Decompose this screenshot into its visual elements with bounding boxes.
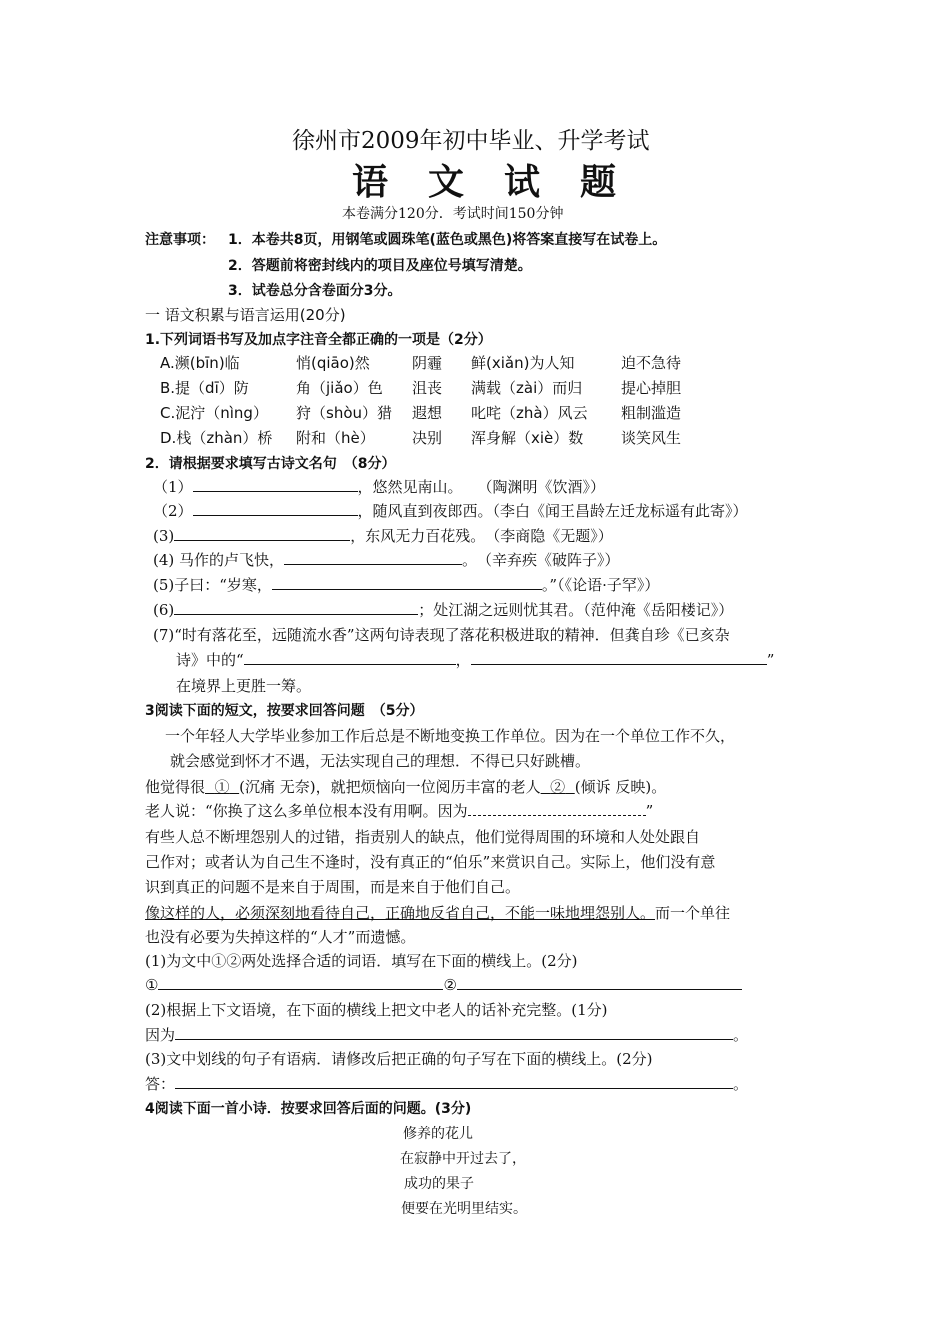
- q1-option-c-c3: 遐想: [412, 404, 443, 422]
- q1-option-b-c1: B.提（dī）防: [160, 379, 249, 397]
- q2-answer-blank-7a[interactable]: [244, 650, 456, 665]
- q3-mark-1: ①: [214, 778, 230, 796]
- q3-s1-mark-1: ①: [145, 976, 159, 994]
- note-item-3: 3．试卷总分含卷面分3分。: [228, 283, 402, 299]
- poem-line-1: 修养的花儿: [403, 1126, 473, 1142]
- q2-line-6: [153, 599, 733, 620]
- q3-paragraph-4c: 识到真正的问题不是来自于周围，而是来自于他们自己。: [145, 878, 521, 896]
- q3-sub-2-answer: [145, 1024, 748, 1045]
- subject-title: 语 文 试 题: [352, 161, 619, 203]
- q3-answer-blank-3[interactable]: [175, 1025, 733, 1040]
- q1-option-a-c5: 迫不急待: [621, 354, 682, 372]
- q2-l1-text: ，悠然见南山。 （陶渊明《饮酒》）: [357, 478, 606, 496]
- q1-stem: 1.下列词语书写及加点字注音全都正确的一项是（2分）: [145, 332, 492, 348]
- q1-option-c-c2: 狩（shòu）猎: [296, 404, 393, 422]
- q3-s2-prefix: 因为: [145, 1026, 176, 1044]
- q4-stem: 4阅读下面一首小诗．按要求回答后面的问题。(3分): [145, 1101, 472, 1117]
- q1-option-c-c5: 粗制滥造: [621, 404, 682, 422]
- q3-s3-prefix: 答：: [145, 1075, 176, 1093]
- q2-line-1: [153, 476, 605, 497]
- q1-option-b-c3: 沮丧: [412, 379, 443, 397]
- q2-answer-blank-1[interactable]: [193, 477, 358, 492]
- q1-option-a-c1: A.濒(bīn)临: [160, 354, 240, 372]
- q1-option-c-c4: 叱咤（zhà）风云: [471, 404, 588, 422]
- q1-option-d-c2: 附和（hè）: [296, 429, 375, 447]
- q3-paragraph-2: [145, 776, 666, 797]
- poem-line-4: 便要在光明里结实。: [401, 1201, 527, 1217]
- q1-option-b-c4: 满载（zài）而归: [471, 379, 583, 397]
- q1-option-d-c4: 浑身解（xiè）数: [471, 429, 584, 447]
- q3-p3-quote: ”: [645, 802, 654, 820]
- q2-line-7a: (7)“时有落花至，远随流水香”这两句诗表现了落花积极进取的精神．但龚自珍《已亥杂: [153, 626, 730, 644]
- q3-paragraph-4a: 有些人总不断埋怨别人的过错，指责别人的缺点，他们觉得周围的环境和人处处跟自: [145, 828, 701, 846]
- q2-l4-source: 。 （辛弃疾《破阵子》）: [462, 551, 620, 569]
- q3-s2-end: 。: [733, 1026, 749, 1044]
- q2-line-5: [153, 574, 659, 595]
- q3-s3-end: 。: [733, 1075, 749, 1093]
- q2-l6-text: ；处江湖之远则忧其君。（范仲淹《岳阳楼记》）: [418, 601, 734, 619]
- q2-line-2: [153, 500, 748, 521]
- q3-dashed-blank[interactable]: [468, 803, 646, 816]
- q3-paragraph-5c: 也没有必要为失掉这样的“人才”而遗憾。: [145, 928, 416, 946]
- q2-answer-blank-4[interactable]: [284, 550, 462, 565]
- note-item-1: 1．本卷共8页，用钢笔或圆珠笔(蓝色或黑色)将答案直接写在试卷上。: [228, 232, 667, 248]
- section-heading: 一 语文积累与语言运用(20分): [145, 306, 346, 324]
- q1-option-a-c4: 鲜(xiǎn)为人知: [471, 354, 575, 372]
- q3-answer-blank-2[interactable]: [457, 975, 742, 990]
- q2-line-7b: [176, 649, 774, 670]
- q2-l2-num: （2）: [153, 502, 193, 520]
- q2-answer-blank-3[interactable]: [174, 526, 350, 541]
- q2-l2-text: ，随风直到夜郎西。（李白《闻王昌龄左迁龙标遥有此寄》）: [357, 502, 748, 520]
- exam-title: 徐州市2009年初中毕业、升学考试: [292, 128, 650, 154]
- q3-paragraph-1b: 就会感觉到怀才不遇，无法实现自己的理想．不得已只好跳槽。: [170, 752, 591, 770]
- q3-underlined-sentence: 像这样的人，必须深刻地看待自己，正确地反省自己，不能一味地埋怨别人。: [145, 904, 656, 922]
- q3-answer-blank-1[interactable]: [158, 975, 443, 990]
- q1-option-a-c2: 悄(qiāo)然: [296, 354, 370, 372]
- note-item-2: 2．答题前将密封线内的项目及座位号填写清楚。: [228, 258, 532, 274]
- q2-l6-num: (6): [153, 601, 175, 619]
- q2-answer-blank-2[interactable]: [193, 501, 358, 516]
- q1-option-d-c5: 谈笑风生: [621, 429, 682, 447]
- q2-answer-blank-5[interactable]: [272, 575, 542, 590]
- q1-option-b-c5: 提心掉胆: [621, 379, 682, 397]
- q3-p2-text-b: (沉痛 无奈)，就把烦恼向一位阅历丰富的老人: [239, 778, 541, 796]
- q3-s1-mark-2: ②: [443, 976, 457, 994]
- q2-l5-text: (5)子曰：“岁寒，: [153, 576, 272, 594]
- q3-sub-3-answer: [145, 1073, 748, 1094]
- q3-mark-2: ②: [550, 778, 566, 796]
- q2-l4-text: (4) 马作的卢飞快，: [153, 551, 285, 569]
- q2-l3-text: ，东风无力百花残。 （李商隐《无题》）: [350, 527, 613, 545]
- q3-sub-3: (3)文中划线的句子有语病．请修改后把正确的句子写在下面的横线上。(2分): [145, 1050, 653, 1068]
- q2-l7-quote: ”: [766, 651, 775, 669]
- poem-line-2: 在寂静中开过去了，: [400, 1151, 526, 1167]
- q1-option-b-c2: 角（jiǎo）色: [296, 379, 383, 397]
- q3-sub-2: (2)根据上下文语境，在下面的横线上把文中老人的话补充完整。(1分): [145, 1001, 608, 1019]
- q2-answer-blank-7b[interactable]: [471, 650, 767, 665]
- q3-paragraph-5: [145, 902, 730, 923]
- q3-p5-tail: 而一个单往: [655, 904, 731, 922]
- q3-sub-1: (1)为文中①②两处选择合适的词语．填写在下面的横线上。(2分): [145, 952, 578, 970]
- poem-line-3: 成功的果子: [404, 1176, 474, 1192]
- q2-line-4: [153, 549, 620, 570]
- q3-paragraph-3: [145, 800, 653, 821]
- q3-p2-text-a: 他觉得很: [145, 778, 206, 796]
- q3-blank-2: [541, 778, 575, 796]
- q2-l7-text: 诗》中的“: [176, 651, 244, 669]
- q2-answer-blank-6[interactable]: [174, 600, 418, 615]
- notes-label: 注意事项：: [145, 232, 215, 248]
- q1-option-d-c1: D.栈（zhàn）桥: [160, 429, 273, 447]
- q3-answer-blank-4[interactable]: [175, 1074, 733, 1089]
- exam-info: 本卷满分120分．考试时间150分钟: [342, 206, 564, 222]
- q1-option-c-c1: C.泥泞（nìng）: [160, 404, 268, 422]
- q2-line-3: [153, 525, 613, 546]
- q2-l1-num: （1）: [153, 478, 193, 496]
- q3-paragraph-4b: 己作对；或者认为自己生不逢时，没有真正的“伯乐”来赏识自己。实际上，他们没有意: [145, 853, 716, 871]
- q2-l7-comma: ，: [455, 651, 471, 669]
- q3-sub-1-answers: [145, 975, 742, 994]
- q2-line-7c: 在境界上更胜一筹。: [176, 677, 312, 695]
- q2-stem: 2．请根据要求填写古诗文名句 （8分）: [145, 456, 396, 472]
- q3-blank-1: [205, 778, 239, 796]
- q1-option-d-c3: 决别: [412, 429, 443, 447]
- q3-paragraph-1a: 一个年轻人大学毕业参加工作后总是不断地变换工作单位。因为在一个单位工作不久，: [165, 727, 736, 745]
- q3-stem: 3阅读下面的短文，按要求回答问题 （5分）: [145, 703, 424, 719]
- q3-p3-text: 老人说：“你换了这么多单位根本没有用啊。因为: [145, 802, 468, 820]
- q1-option-a-c3: 阴霾: [412, 354, 443, 372]
- q3-p2-text-c: (倾诉 反映)。: [574, 778, 667, 796]
- q2-l5-source: 。”（《论语·子罕》）: [541, 576, 660, 594]
- q2-l3-num: (3): [153, 527, 175, 545]
